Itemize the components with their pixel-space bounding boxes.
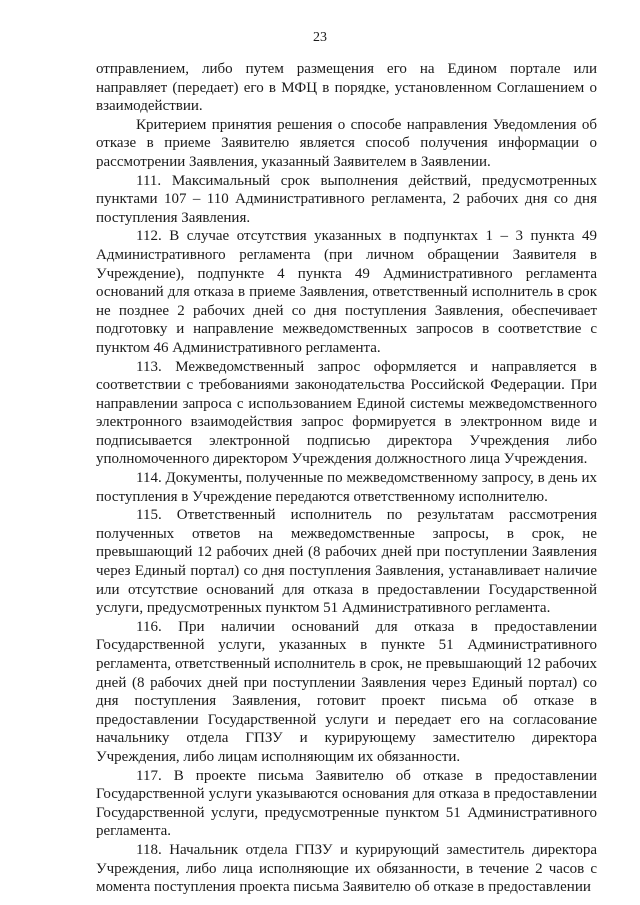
document-body [96,60,597,897]
paragraph-113: 113. Межведомственный запрос оформляется и направляется в соответствии с требованиями законодательства Российской Федерации. При направлении запроса с использованием Единой системы межведомственного электронного взаимодействия запрос формируется в электронном виде и подписывается электронной подписью директора Учреждения либо уполномоченного директором Учреждения должностного лица Учреждения. [96,358,597,468]
page-number: 23 [313,30,327,45]
paragraph-115: 115. Ответственный исполнитель по результатам рассмотрения полученных ответов на межведомственные запросы, в срок, не превышающий 12 рабочих дней (8 рабочих дней при поступлении Заявления через Единый портал) со дня поступления Заявления, устанавливает наличие или отсутствие оснований для отказа в предоставлении Государственной услуги, предусмотренных пунктом 51 Административного регламента. [96,507,597,617]
paragraph-117: 117. В проекте письма Заявителю об отказе в предоставлении Государственной услуги указываются основания для отказа в предоставлении Государственной услуги, предусмотренные пунктом 51 Административного регламента. [96,767,597,840]
paragraph-continuation: отправлением, либо путем размещения его на Едином портале или направляет (передает) его в МФЦ в порядке, установленном Соглашением о взаимодействии. [96,61,597,115]
paragraph-118: 118. Начальник отдела ГПЗУ и курирующий заместитель директора Учреждения, либо лица исполняющие их обязанности, в течение 2 часов с момента поступления проекта письма Заявителю об отказе в предоставлении [96,841,597,896]
paragraph-112: 112. В случае отсутствия указанных в подпунктах 1 – 3 пункта 49 Административного регламента (при личном обращении Заявителя в Учреждение), подпункте 4 пункта 49 Административного регламента оснований для отказа в приеме Заявления, ответственный исполнитель в срок не позднее 2 рабочих дней со дня поступления Заявления, обеспечивает подготовку и направление межведомственных запросов в соответствие с пунктом 46 Административного регламента. [96,228,597,356]
paragraph-111: 111. Максимальный срок выполнения действий, предусмотренных пунктами 107 – 110 Административного регламента, 2 рабочих дня со дня поступления Заявления. [96,172,597,226]
paragraph-114: 114. Документы, полученные по межведомственному запросу, в день их поступления в Учреждение передаются ответственному исполнителю. [96,470,597,505]
paragraph-criterion: Критерием принятия решения о способе направления Уведомления об отказе в приеме Заявителю является способ получения информации о рассмотрении Заявления, указанный Заявителем в Заявлении. [96,116,597,170]
paragraph-116: 116. При наличии оснований для отказа в предоставлении Государственной услуги, указанных в пункте 51 Административного регламента, ответственный исполнитель в срок, не превышающий 12 рабочих дней (8 рабочих дней при поступлении Заявления через Единый портал) со дня поступления Заявления, готовит проект письма об отказе в предоставлении Государственной услуги и передает его на согласование начальнику отдела ГПЗУ и курирующему заместителю директора Учреждения, либо лицам исполняющим их обязанности. [96,618,597,765]
